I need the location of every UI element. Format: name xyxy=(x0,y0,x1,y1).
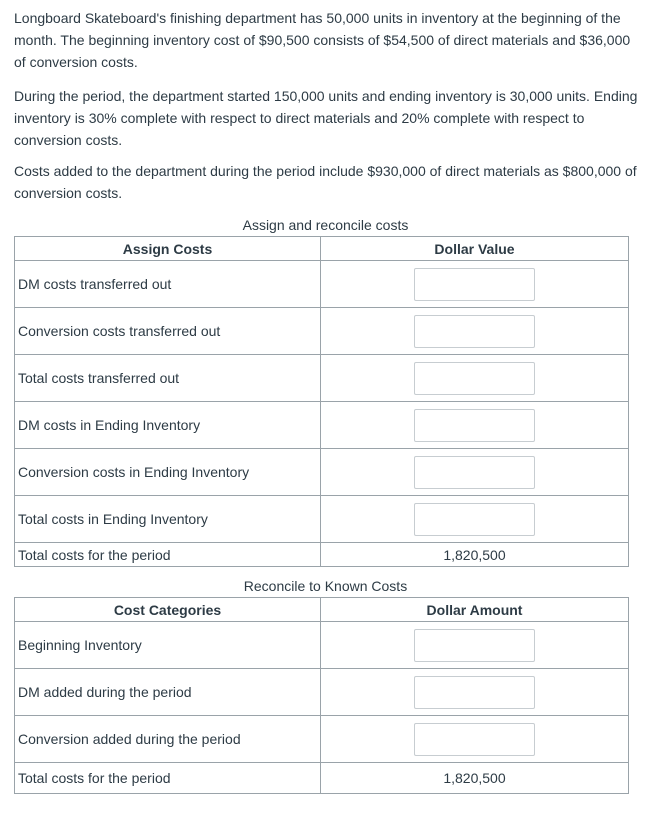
column-header-cost-categories: Cost Categories xyxy=(15,598,321,622)
row-label: Total costs for the period xyxy=(15,763,321,794)
dm-ending-inventory-input[interactable] xyxy=(414,409,535,442)
table-row xyxy=(15,308,629,355)
problem-paragraph-2: During the period, the department started 150,000 units and ending inventory is 30,000 units. Ending inventory is 30% complete with respect to direct materials and 20% complete with respect to conversion costs. xyxy=(14,88,638,148)
table-row xyxy=(15,496,629,543)
table-row xyxy=(15,716,629,763)
column-header-dollar-value: Dollar Value xyxy=(321,237,629,261)
conversion-added-input[interactable] xyxy=(414,723,535,756)
row-label: Total costs for the period xyxy=(15,543,321,567)
table-row xyxy=(15,355,629,402)
conversion-transferred-out-input[interactable] xyxy=(414,315,535,348)
row-label: Beginning Inventory xyxy=(15,622,321,669)
row-label: Total costs transferred out xyxy=(15,355,321,402)
reconcile-table-caption: Reconcile to Known Costs xyxy=(243,578,408,594)
total-value: 1,820,500 xyxy=(321,763,629,794)
total-ending-inventory-input[interactable] xyxy=(414,503,535,536)
row-label: Total costs in Ending Inventory xyxy=(15,496,321,543)
assign-costs-table xyxy=(14,236,629,567)
row-label: DM costs transferred out xyxy=(15,261,321,308)
column-header-dollar-amount: Dollar Amount xyxy=(321,598,629,622)
row-label: Conversion costs transferred out xyxy=(15,308,321,355)
total-transferred-out-input[interactable] xyxy=(414,362,535,395)
table-total-row xyxy=(15,763,629,794)
table-header-row xyxy=(15,237,629,261)
dm-transferred-out-input[interactable] xyxy=(414,268,535,301)
row-label: DM added during the period xyxy=(15,669,321,716)
table-header-row xyxy=(15,598,629,622)
row-label: Conversion costs in Ending Inventory xyxy=(15,449,321,496)
beginning-inventory-input[interactable] xyxy=(414,629,535,662)
conversion-ending-inventory-input[interactable] xyxy=(414,456,535,489)
assign-table-caption: Assign and reconcile costs xyxy=(242,217,409,233)
problem-paragraph-3: Costs added to the department during the period include $930,000 of direct materials as $800,000 of conversion costs. xyxy=(14,163,637,201)
table-row xyxy=(15,449,629,496)
row-label: DM costs in Ending Inventory xyxy=(15,402,321,449)
dm-added-input[interactable] xyxy=(414,676,535,709)
table-total-row xyxy=(15,543,629,567)
problem-paragraph-1: Longboard Skateboard's finishing department has 50,000 units in inventory at the beginning of the month. The beginning inventory cost of $90,500 consists of $54,500 of direct materials and $36,000 of conversion costs. xyxy=(14,10,631,70)
table-row xyxy=(15,402,629,449)
table-row xyxy=(15,261,629,308)
table-row xyxy=(15,669,629,716)
table-row xyxy=(15,622,629,669)
column-header-assign-costs: Assign Costs xyxy=(15,237,321,261)
row-label: Conversion added during the period xyxy=(15,716,321,763)
reconcile-costs-table xyxy=(14,597,629,794)
total-value: 1,820,500 xyxy=(321,543,629,567)
